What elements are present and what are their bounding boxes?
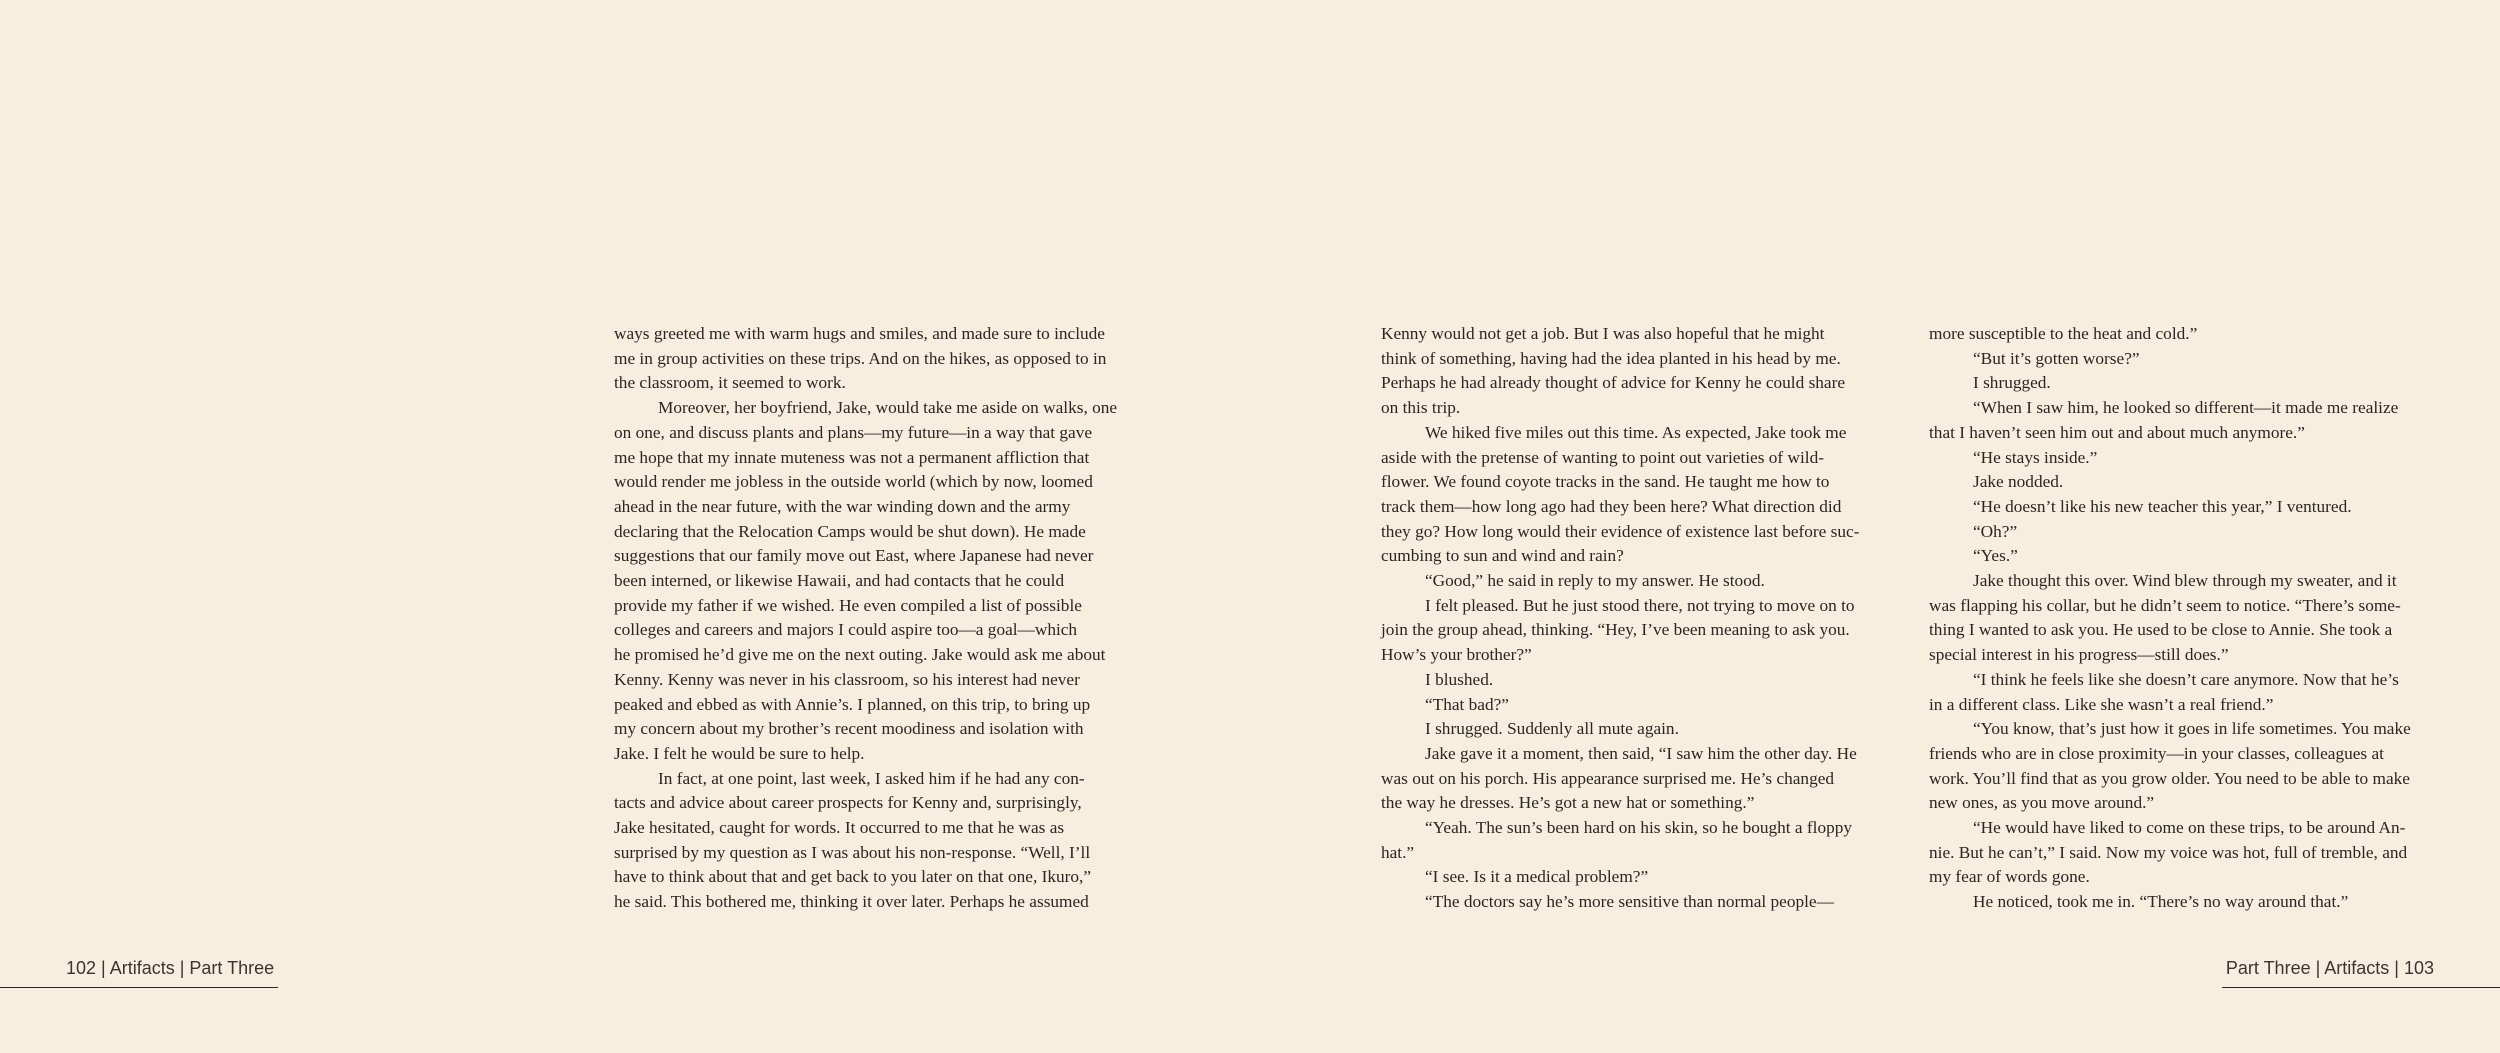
- text-line: Kenny. Kenny was never in his classroom, so his interest had never: [614, 669, 1080, 689]
- text-line: suggestions that our family move out East, where Japanese had never: [614, 546, 1094, 566]
- text-line: provide my father if we wished. He even compiled a list of possible: [614, 595, 1082, 615]
- text-line: declaring that the Relocation Camps would be shut down). He made: [614, 521, 1086, 541]
- text-line: on this trip.: [1381, 398, 1461, 418]
- right-page-text-column-b: [1929, 322, 2439, 915]
- text-line: nie. But he can’t,” I said. Now my voice was hot, full of tremble, and: [1929, 842, 2408, 862]
- text-line: “You know, that’s just how it goes in life sometimes. You make: [1973, 719, 2411, 739]
- text-line: aside with the pretense of wanting to point out varieties of wild-: [1381, 447, 1824, 467]
- text-line: Jake hesitated, caught for words. It occurred to me that he was as: [614, 818, 1065, 838]
- text-line: “When I saw him, he looked so different—it made me realize: [1973, 398, 2399, 418]
- text-line: my fear of words gone.: [1929, 867, 2090, 887]
- right-footer-rule: [2222, 987, 2500, 988]
- text-line: He noticed, took me in. “There’s no way around that.”: [1973, 892, 2349, 912]
- text-line: “I see. Is it a medical problem?”: [1425, 867, 1649, 887]
- text-line: flower. We found coyote tracks in the sand. He taught me how to: [1381, 472, 1830, 492]
- text-line: been interned, or likewise Hawaii, and had contacts that he could: [614, 571, 1065, 591]
- text-line: “Yeah. The sun’s been hard on his skin, so he bought a floppy: [1425, 818, 1853, 838]
- left-page-footer: 102 | Artifacts | Part Three: [66, 958, 275, 978]
- text-line: “Yes.”: [1973, 546, 2018, 566]
- text-line: “The doctors say he’s more sensitive than normal people—: [1425, 892, 1834, 912]
- text-line: thing I wanted to ask you. He used to be close to Annie. She took a: [1929, 620, 2393, 640]
- text-line: on one, and discuss plants and plans—my future—in a way that gave: [614, 422, 1093, 442]
- text-line: Kenny would not get a job. But I was also hopeful that he might: [1381, 324, 1825, 343]
- text-line: was out on his porch. His appearance surprised me. He’s changed: [1381, 768, 1835, 788]
- text-line: think of something, having had the idea planted in his head by me.: [1381, 348, 1841, 368]
- text-line: work. You’ll find that as you grow older. You need to be able to make: [1929, 768, 2410, 788]
- text-line: Jake gave it a moment, then said, “I saw him the other day. He: [1425, 743, 1857, 763]
- text-line: “That bad?”: [1425, 694, 1509, 714]
- text-line: have to think about that and get back to you later on that one, Ikuro,”: [614, 867, 1092, 887]
- text-line: the way he dresses. He’s got a new hat or something.”: [1381, 793, 1755, 813]
- text-line: How’s your brother?”: [1381, 645, 1532, 665]
- text-line: me hope that my innate muteness was not a permanent affliction that: [614, 447, 1090, 467]
- text-line: “I think he feels like she doesn’t care anymore. Now that he’s: [1973, 669, 2399, 689]
- text-line: I shrugged.: [1973, 373, 2051, 393]
- text-line: ahead in the near future, with the war winding down and the army: [614, 496, 1071, 516]
- text-line: he promised he’d give me on the next outing. Jake would ask me about: [614, 645, 1106, 665]
- text-line: would render me jobless in the outside world (which by now, loomed: [614, 472, 1093, 492]
- text-line: track them—how long ago had they been here? What direction did: [1381, 496, 1842, 516]
- text-line: Moreover, her boyfriend, Jake, would take me aside on walks, one: [658, 398, 1118, 418]
- text-line: “He stays inside.”: [1973, 447, 2098, 467]
- text-line: ways greeted me with warm hugs and smiles, and made sure to include: [614, 324, 1105, 343]
- text-line: In fact, at one point, last week, I asked him if he had any con-: [658, 768, 1085, 788]
- text-line: tacts and advice about career prospects for Kenny and, surprisingly,: [614, 793, 1082, 813]
- text-line: the classroom, it seemed to work.: [614, 373, 846, 393]
- text-line: that I haven’t seen him out and about much anymore.”: [1929, 422, 2305, 442]
- text-line: “He doesn’t like his new teacher this year,” I ventured.: [1973, 496, 2352, 516]
- text-line: Jake. I felt he would be sure to help.: [614, 743, 865, 763]
- text-line: cumbing to sun and wind and rain?: [1381, 546, 1624, 566]
- text-line: hat.”: [1381, 842, 1415, 862]
- text-line: I blushed.: [1425, 669, 1494, 689]
- text-line: new ones, as you move around.”: [1929, 793, 2155, 813]
- text-line: “But it’s gotten worse?”: [1973, 348, 2140, 368]
- text-line: peaked and ebbed as with Annie’s. I planned, on this trip, to bring up: [614, 694, 1091, 714]
- text-line: “He would have liked to come on these trips, to be around An-: [1973, 818, 2406, 838]
- text-line: join the group ahead, thinking. “Hey, I’ve been meaning to ask you.: [1381, 620, 1850, 640]
- text-line: they go? How long would their evidence of existence last before suc-: [1381, 521, 1860, 541]
- text-line: Perhaps he had already thought of advice for Kenny he could share: [1381, 373, 1846, 393]
- text-line: colleges and careers and majors I could aspire too—a goal—which: [614, 620, 1078, 640]
- text-line: We hiked five miles out this time. As expected, Jake took me: [1425, 422, 1847, 442]
- text-line: he said. This bothered me, thinking it over later. Perhaps he assumed: [614, 892, 1089, 912]
- text-line: more susceptible to the heat and cold.”: [1929, 324, 2198, 343]
- right-page-text-column-a: [1381, 322, 1881, 915]
- text-line: in a different class. Like she wasn’t a real friend.”: [1929, 694, 2274, 714]
- left-page-text-column: [614, 322, 1134, 915]
- text-line: I shrugged. Suddenly all mute again.: [1425, 719, 1679, 739]
- left-footer-rule: [0, 987, 278, 988]
- right-page-footer: Part Three | Artifacts | 103: [2225, 958, 2434, 978]
- text-line: was flapping his collar, but he didn’t seem to notice. “There’s some-: [1929, 595, 2401, 615]
- text-line: me in group activities on these trips. And on the hikes, as opposed to in: [614, 348, 1107, 368]
- text-line: “Oh?”: [1973, 521, 2018, 541]
- text-line: Jake nodded.: [1973, 472, 2064, 492]
- text-line: surprised by my question as I was about his non-response. “Well, I’ll: [614, 842, 1091, 862]
- text-line: special interest in his progress—still does.”: [1929, 645, 2229, 665]
- text-line: friends who are in close proximity—in your classes, colleagues at: [1929, 743, 2384, 763]
- text-line: “Good,” he said in reply to my answer. He stood.: [1425, 571, 1765, 591]
- text-line: I felt pleased. But he just stood there, not trying to move on to: [1425, 595, 1855, 615]
- text-line: my concern about my brother’s recent moodiness and isolation with: [614, 719, 1084, 739]
- text-line: Jake thought this over. Wind blew through my sweater, and it: [1973, 571, 2397, 591]
